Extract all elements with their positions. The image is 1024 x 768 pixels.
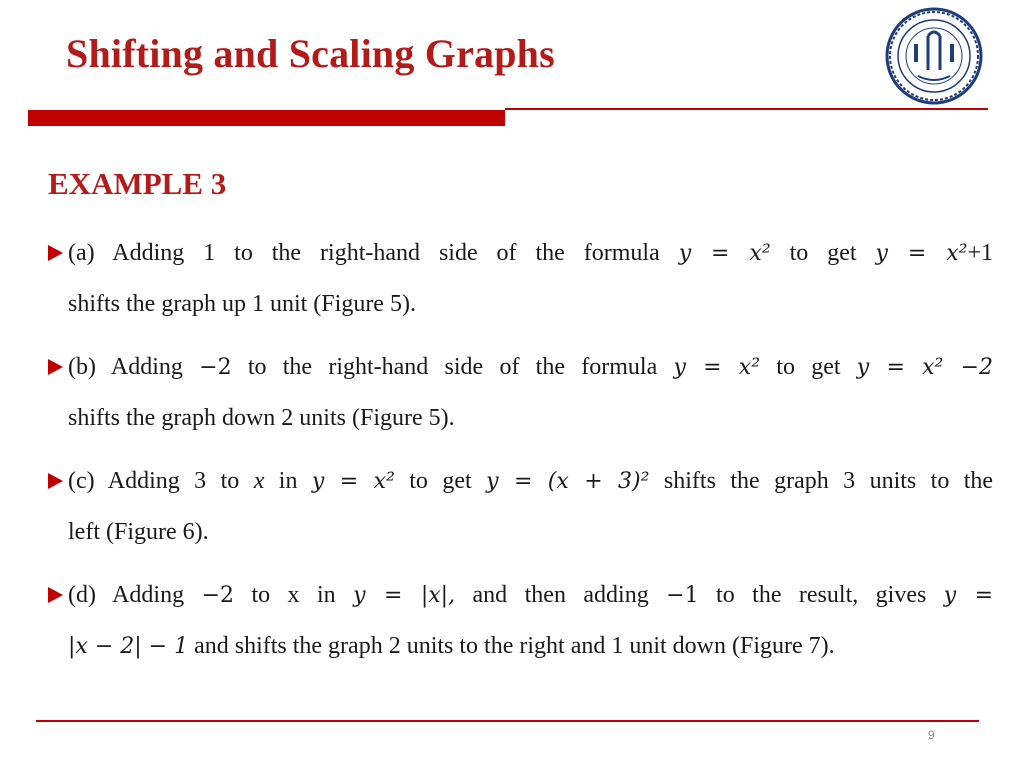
- title-underline-line: [505, 108, 988, 110]
- item-d-line-1: (d) Adding −2 to x in y = |x|, and then adding −1 to the result, gives y =: [68, 582, 994, 608]
- bullet-arrow-icon: [48, 245, 63, 261]
- list-item-b: [48, 342, 993, 444]
- item-a-line-2: shifts the graph up 1 unit (Figure 5).: [68, 291, 416, 317]
- item-a-line-1: (a) Adding 1 to the right-hand side of the formula y = x² to get y = x²+1: [68, 240, 994, 266]
- footer-line: [36, 720, 979, 722]
- list-item-a: [48, 228, 993, 330]
- item-b-line-1: (b) Adding −2 to the right-hand side of the formula y = x² to get y = x² −2: [68, 354, 994, 380]
- bullet-arrow-icon: [48, 473, 63, 489]
- bullet-list: [48, 228, 993, 684]
- bullet-arrow-icon: [48, 359, 63, 375]
- list-item-c: [48, 456, 993, 558]
- college-logo-icon: [884, 6, 984, 106]
- example-heading: EXAMPLE 3: [48, 166, 227, 201]
- slide-title: Shifting and Scaling Graphs: [66, 31, 555, 76]
- item-b-line-2: shifts the graph down 2 units (Figure 5).: [68, 405, 455, 431]
- item-d-line-2: |x − 2| − 1 and shifts the graph 2 units to the right and 1 unit down (Figure 7).: [68, 633, 835, 659]
- bullet-arrow-icon: [48, 587, 63, 603]
- list-item-d: [48, 570, 993, 672]
- item-c-line-2: left (Figure 6).: [68, 519, 209, 545]
- item-c-line-1: (c) Adding 3 to x in y = x² to get y = (x + 3)² shifts the graph 3 units to the: [68, 468, 994, 494]
- title-underline-bar: [28, 110, 505, 126]
- page-number: 9: [928, 728, 935, 742]
